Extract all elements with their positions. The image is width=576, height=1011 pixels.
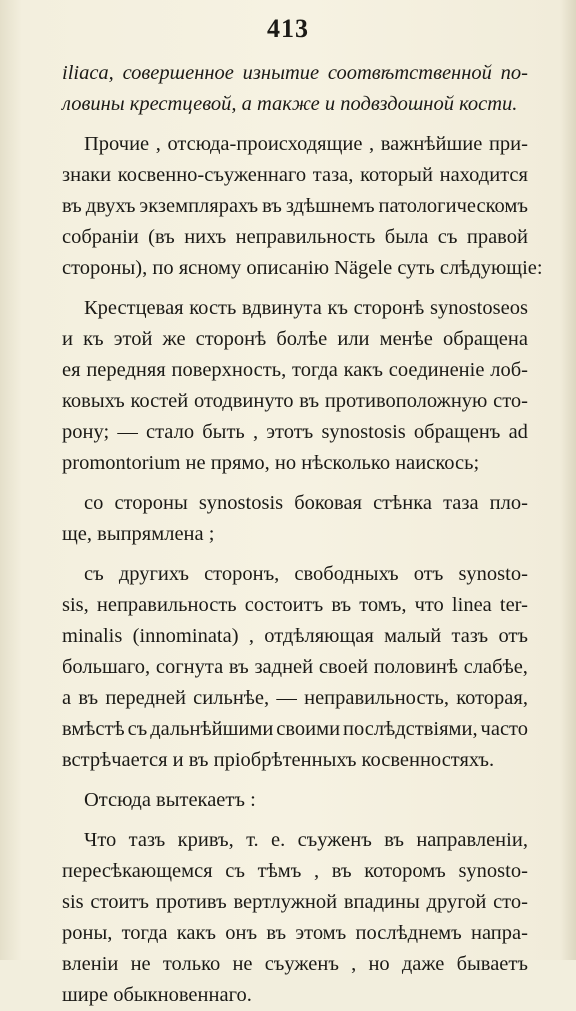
- paragraph: [62, 488, 528, 550]
- text-line: съ другихъ сторонъ, свободныхъ отъ synosto-: [84, 563, 528, 585]
- paragraph: [62, 785, 528, 816]
- text-body: [62, 58, 543, 1011]
- text-line: роны, тогда какъ онъ въ этомъ послѣднемъ напра-: [62, 922, 528, 944]
- text-line: встрѣчается и въ пріобрѣтенныхъ косвенностяхъ.: [62, 749, 495, 771]
- paragraph: [62, 559, 528, 776]
- text-line: minalis (innominata) , отдѣляющая малый тазъ отъ: [62, 625, 528, 647]
- paragraph: [62, 293, 528, 479]
- text-line: вленіи не только не съуженъ , но даже бываетъ: [62, 953, 528, 975]
- paragraph: [62, 58, 528, 120]
- text-line: Отсюда вытекаетъ :: [84, 789, 256, 811]
- text-line: Крестцевая кость вдвинута къ сторонѣ synostoseos: [84, 297, 528, 319]
- text-line: sis, неправильность состоитъ въ томъ, что linea ter-: [62, 594, 528, 616]
- text-line: ковыхъ костей отодвинуто въ противоположную сто-: [62, 390, 528, 412]
- text-line: ловины крестцевой, а также и подвздошной кости.: [62, 93, 518, 115]
- text-line: Что тазъ кривъ, т. е. съуженъ въ направленіи,: [84, 829, 528, 851]
- text-line: sis стоитъ противъ вертлужной впадины другой сто-: [62, 891, 528, 913]
- text-line: пересѣкающемся съ тѣмъ , въ которомъ synosto-: [62, 860, 528, 882]
- text-line: собраніи (въ нихъ неправильность была съ правой: [62, 226, 528, 248]
- text-line: знаки косвенно-съуженнаго таза, который находится: [62, 164, 528, 186]
- text-line: со стороны synostosis боковая стѣнка таза пло-: [84, 492, 528, 514]
- text-line: стороны), по ясному описанію Nägele суть слѣдующіе:: [62, 257, 543, 279]
- text-line: Прочие , отсюда-происходящие , важнѣйшие при-: [84, 133, 528, 155]
- page-number: 413: [267, 14, 309, 43]
- text-line: ще, выпрямлена ;: [62, 523, 215, 545]
- text-line: promontorium не прямо, но нѣсколько наискось;: [62, 452, 480, 474]
- text-line: а въ передней сильнѣе, — неправильность, которая,: [62, 687, 528, 709]
- text-line: ея передняя поверхность, тогда какъ соединеніе лоб-: [62, 359, 528, 381]
- text-line: iliaca, совершенное изнытие соотвѣтственной по-: [62, 62, 528, 84]
- text-line: шире обыкновеннаго.: [62, 984, 252, 1006]
- paragraph: [62, 129, 543, 284]
- text-line: въ двухъ экземплярахъ въ здѣшнемъ патологическомъ: [62, 195, 528, 217]
- text-line: большаго, согнута въ задней своей половинѣ слабѣе,: [62, 656, 528, 678]
- text-line: рону; — стало быть , этотъ synostosis обращенъ ad: [62, 421, 528, 443]
- paragraph: [62, 825, 528, 1011]
- text-line: вмѣстѣ съ дальнѣйшими своими послѣдствіями, часто: [62, 718, 528, 740]
- text-line: и къ этой же сторонѣ болѣе или менѣе обращена: [62, 328, 528, 350]
